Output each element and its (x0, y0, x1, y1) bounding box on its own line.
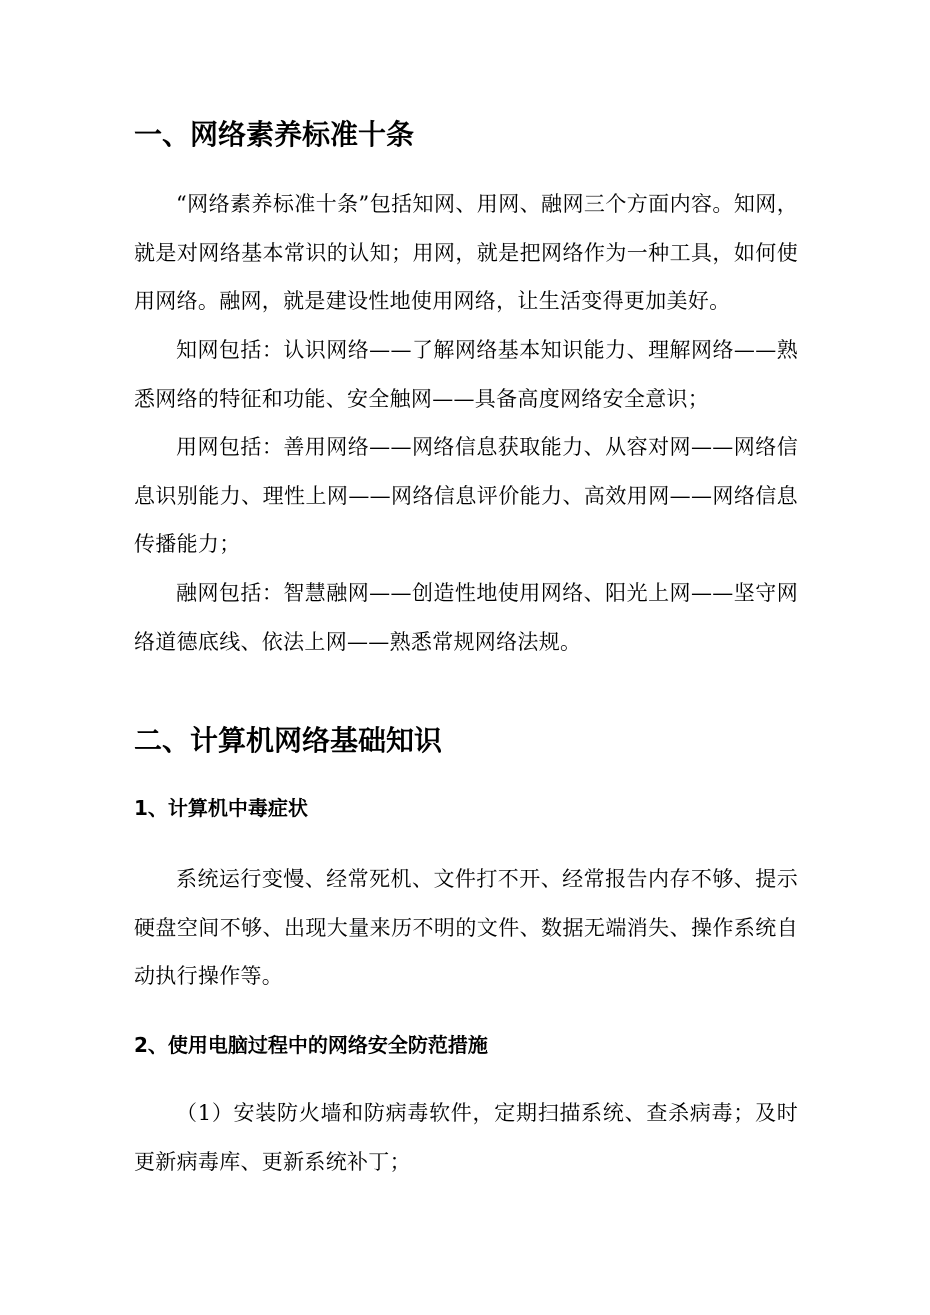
subheading-security-measures: 2、使用电脑过程中的网络安全防范措施 (134, 1033, 488, 1057)
paragraph-zhiwang: 知网包括：认识网络——了解网络基本知识能力、理解网络——熟悉网络的特征和功能、安全触网——具备高度网络安全意识； (134, 338, 798, 411)
section-heading-network-literacy: 一、网络素养标准十条 (134, 118, 415, 151)
paragraph-rongwang: 融网包括：智慧融网——创造性地使用网络、阳光上网——坚守网络道德底线、依法上网——熟悉常规网络法规。 (134, 581, 798, 654)
paragraph-security-measure-1: （1）安装防火墙和防病毒软件，定期扫描系统、查杀病毒；及时更新病毒库、更新系统补丁； (134, 1101, 798, 1174)
paragraph-yongwang: 用网包括：善用网络——网络信息获取能力、从容对网——网络信息识别能力、理性上网——网络信息评价能力、高效用网——网络信息传播能力； (134, 435, 798, 556)
section-heading-computer-network: 二、计算机网络基础知识 (134, 724, 443, 757)
paragraph-intro: “网络素养标准十条”包括知网、用网、融网三个方面内容。知网，就是对网络基本常识的认知；用网，就是把网络作为一种工具，如何使用网络。融网，就是建设性地使用网络，让生活变得更加美好。 (134, 192, 798, 313)
subheading-virus-symptoms: 1、计算机中毒症状 (134, 796, 308, 820)
paragraph-virus-symptoms: 系统运行变慢、经常死机、文件打不开、经常报告内存不够、提示硬盘空间不够、出现大量来历不明的文件、数据无端消失、操作系统自动执行操作等。 (134, 867, 798, 988)
